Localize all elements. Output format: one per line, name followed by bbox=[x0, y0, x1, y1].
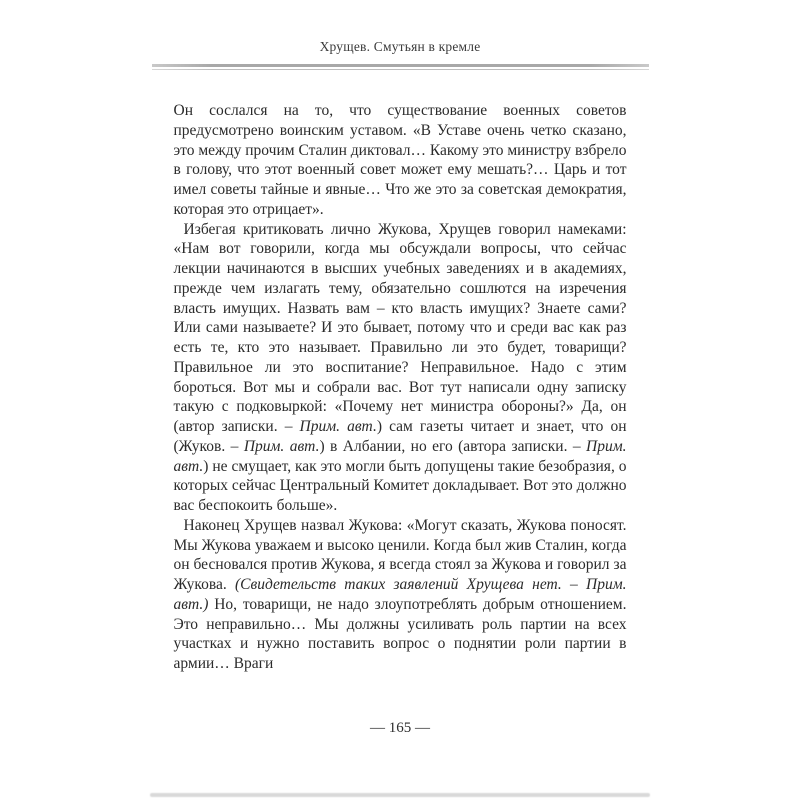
divider-thick-line bbox=[152, 64, 649, 67]
running-header: Хрущев. Смутьян в кремле bbox=[319, 39, 481, 54]
paragraph bbox=[174, 220, 627, 516]
divider-thin-line bbox=[152, 69, 649, 70]
page-bottom-edge bbox=[150, 793, 650, 797]
author-note-italic: Прим. авт. bbox=[173, 437, 627, 475]
author-note-italic: Прим. авт. bbox=[299, 418, 377, 435]
text-segment: ) не смущает, как это могли быть допущены такие безобразия, о которых сейчас Центральный Комитет докладывает. Вот это должно вас беспокоить больше». bbox=[173, 457, 627, 514]
page-body bbox=[174, 101, 627, 674]
text-segment: Он сослался на то, что существование военных советов предусмотрено воинским уставом. «В Уставе очень четко сказано, это между прочим Сталин диктовал… Какому это министру взбрело в голову, что этот военный совет может ему мешать?… Царь и тот имел советы тайные и явные… Что же это за советская демократия, которая это отрицает». bbox=[173, 102, 627, 218]
author-note-italic: Прим. авт. bbox=[243, 437, 320, 455]
author-note-italic: (Свидетельств таких заявлений Хрущева нет. – Прим. авт.) bbox=[173, 576, 627, 613]
paragraph bbox=[174, 516, 627, 674]
page-number: — 165 — bbox=[370, 719, 430, 736]
text-segment: ) в Албании, но его (автора записки. – bbox=[319, 437, 587, 455]
text-segment: ) сам газеты читает и знает, что он (Жуков. – bbox=[173, 418, 627, 455]
paragraph bbox=[174, 101, 627, 220]
header-divider bbox=[152, 64, 649, 70]
text-segment: Избегая критиковать лично Жукова, Хрущев говорил намеками: «Нам вот говорили, когда мы обсуждали вопросы, что сейчас лекции начинаются в высших учебных заведениях и в академиях, прежде чем излагать тему, обязательно сошлются на изречения власть имущих. Назвать вам – кто власть имущих? Знаете сами? Или сами называете? И это бывает, потому что и среди вас как раз есть те, кто это называет. Правильно ли это будет, товарищи? Правильное ли это воспитание? Неправильное. Надо с этим бороться. Вот мы и собрали вас. Вот тут написали одну записку такую с подковыркой: «Почему нет министра обороны?» Да, он (автор записки. – bbox=[173, 220, 627, 435]
text-segment: Наконец Хрущев назвал Жукова: «Могут сказать, Жукова поносят. Мы Жукова уважаем и высоко ценили. Когда был жив Сталин, когда он бесновался против Жукова, я всегда стоял за Жукова и говорил за Жукова. bbox=[173, 516, 627, 593]
text-segment: Но, товарищи, не надо злоупотреблять добрым отношением. Это неправильно… Мы должны усиливать роль партии на всех участках и нужно поставить вопрос о поднятии роли партии в армии… Враги bbox=[173, 595, 627, 672]
